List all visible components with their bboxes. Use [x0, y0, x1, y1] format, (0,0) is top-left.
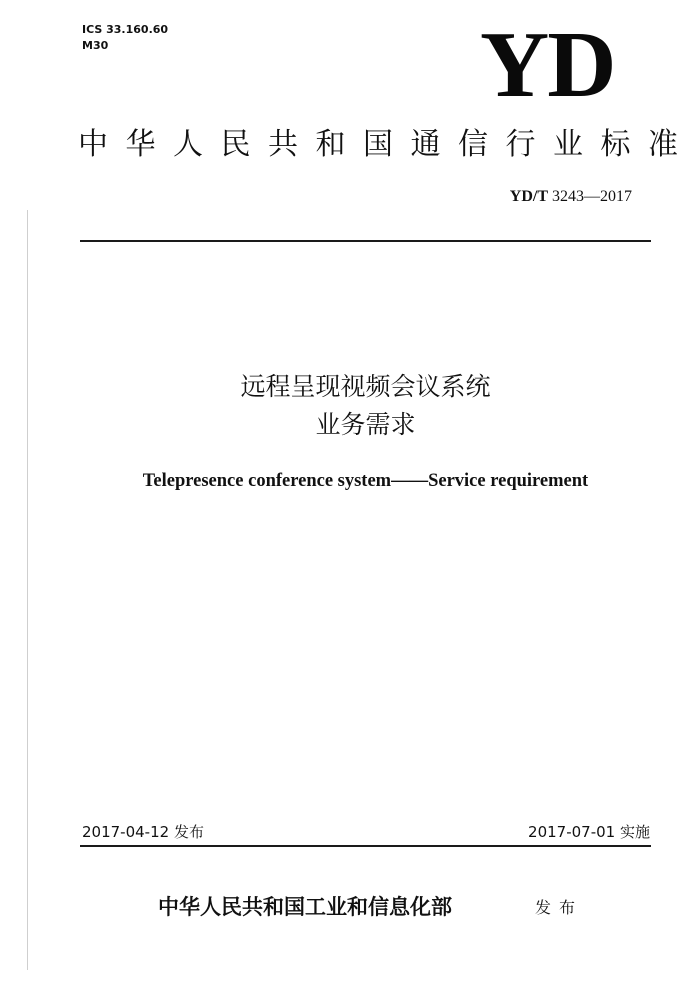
class-code: M30 — [82, 39, 109, 52]
top-rule — [80, 240, 651, 242]
publisher-name: 中华人民共和国工业和信息化部 — [158, 894, 452, 919]
title-chinese-line2: 业务需求 — [315, 410, 416, 439]
standard-type-heading: 中华人民共和国通信行业标准 — [78, 127, 696, 162]
scan-edge-line — [27, 210, 28, 970]
implementation-date: 2017-07-01 实施 — [528, 823, 650, 841]
yd-logo: YD — [480, 13, 615, 117]
issue-date: 2017-04-12 发布 — [82, 823, 204, 841]
document-code-number: 3243—2017 — [552, 188, 632, 205]
ics-code: ICS 33.160.60 — [82, 23, 169, 36]
document-code — [510, 186, 632, 208]
classification-codes — [82, 22, 168, 54]
publish-label: 发布 — [535, 898, 584, 917]
title-english: Telepresence conference system——Service requirement — [142, 471, 589, 491]
title-chinese — [80, 368, 651, 444]
title-chinese-line1: 远程呈现视频会议系统 — [240, 372, 491, 401]
bottom-rule — [80, 845, 651, 847]
document-code-prefix: YD/T — [509, 188, 548, 205]
